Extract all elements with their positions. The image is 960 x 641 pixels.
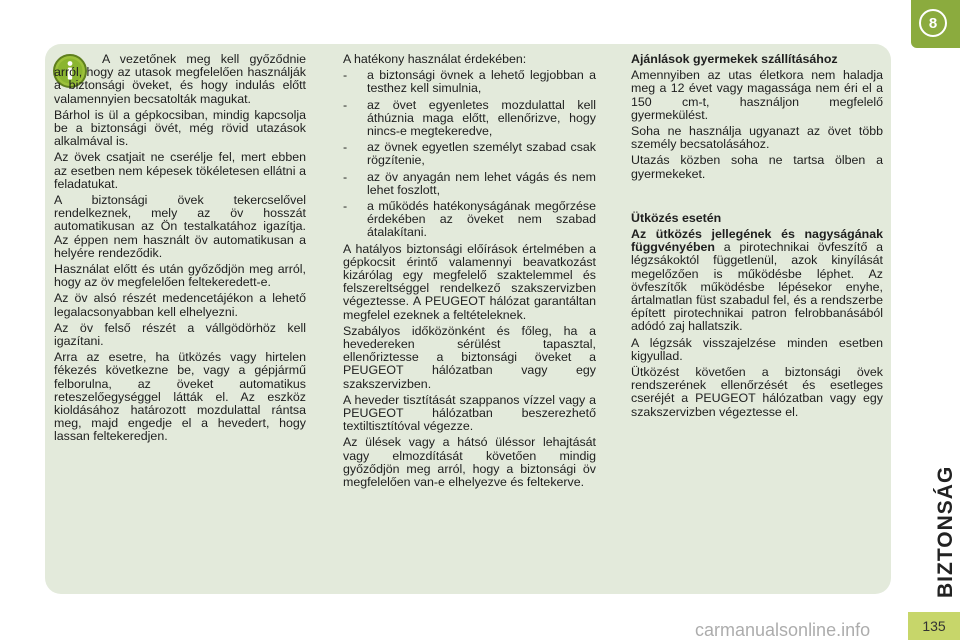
paragraph: Az öv felső részét a vállgödörhöz kell igazítani.: [54, 320, 306, 349]
column-2: [343, 53, 596, 492]
chapter-number-badge: 8: [919, 9, 947, 37]
paragraph: Szabályos időközönként és főleg, ha a hevedereken sérülést tapasztal, ellenőriztesse a biztonsági öveket a PEUGEOT hálózatban vagy egy szakszervizben.: [343, 323, 596, 391]
dash-icon: -: [343, 169, 348, 184]
column-3: [631, 53, 883, 422]
section-heading: Ütközés esetén: [631, 210, 722, 225]
bullet-text: a működés hatékonyságának megőrzése érdekében az öveket nem szabad átalakítani.: [367, 199, 596, 240]
dash-icon: -: [343, 199, 348, 214]
paragraph: Arra az esetre, ha ütközés vagy hirtelen fékezés következne be, vagy a gépjármű felborulna, az öveket automatikus reteszelőegységgel látták el. Az eszköz kioldásához határozott mozdulattal rántsa meg, majd engedje el a hevedert, hogy lassan feltekeredjen.: [54, 350, 306, 444]
paragraph: Utazás közben soha ne tartsa ölben a gyermekeket.: [631, 153, 883, 181]
column-1: [54, 53, 306, 447]
bullet-item: [343, 69, 596, 95]
paragraph: A hatályos biztonsági előírások értelmében a gépkocsit érintő valamennyi beavatkozást kizárólag egy megfelelő szaktelemmel és felszereltséggel rendelkező szakszervizben végeztesse. A PEUGEOT hálózat garantáltan megfelel ezeknek a feltételeknek.: [343, 241, 596, 322]
bullet-text: az övet egyenletes mozdulattal kell áthúznia maga előtt, ellenőrizve, hogy nincs-e megtekeredve,: [367, 97, 596, 139]
paragraph: Használat előtt és után győződjön meg arról, hogy az öv megfelelően feltekeredett-e.: [54, 262, 306, 290]
section-heading: Ajánlások gyermekek szállításához: [631, 52, 838, 66]
bullet-text: a biztonsági övnek a lehető legjobban a testhez kell simulnia,: [367, 68, 596, 96]
bullet-item: [343, 141, 596, 167]
bold-lead: Az ütközés jellegének és nagyságának függvényében: [631, 227, 883, 255]
spacer: [631, 184, 883, 212]
dash-icon: -: [343, 97, 348, 112]
watermark-text: carmanualsonline.info: [695, 620, 871, 640]
bullet-item: [343, 200, 596, 240]
bullet-text: az öv anyagán nem lehet vágás és nem lehet foszlott,: [367, 169, 596, 197]
paragraph: A biztonsági övek tekercselővel rendelkeznek, mely az öv hosszát automatikusan az Ön testalkatához igazítja. Az éppen nem használt öv automatikusan a helyére rendeződik.: [54, 193, 306, 260]
bullet-item: [343, 171, 596, 197]
paragraph: Az ülések vagy a hátsó üléssor lehajtását vagy elmozdítását követően mindig győződjön meg arról, hogy a biztonsági öv megfelelően van-e elhelyezve és feltekerve.: [343, 435, 596, 490]
paragraph: Az öv alsó részét medencetájékon a lehető legalacsonyabban kell elhelyezni.: [54, 291, 306, 319]
paragraph: A légzsák visszajelzése minden esetben kigyullad.: [631, 335, 883, 363]
chapter-title: BIZTONSÁG: [934, 465, 957, 598]
dash-icon: -: [343, 140, 348, 155]
bullet-item: [343, 99, 596, 139]
intro-paragraph: A vezetőnek meg kell győződnie arról, hogy az utasok megfelelően használják a biztonsági öveket, és hogy indulás előtt valamennyien becsatolták magukat.: [54, 52, 306, 106]
paragraph: Amennyiben az utas életkora nem haladja meg a 12 évet vagy magassága nem éri el a 150 cm-t, használjon megfelelő gyermekülést.: [631, 68, 883, 122]
paragraph: Soha ne használja ugyanazt az övet több személy becsatolásához.: [631, 124, 883, 152]
page-number: 135: [908, 612, 960, 640]
paragraph: Bárhol is ül a gépkocsiban, mindig kapcsolja be a biztonsági övét, még rövid utazások alkalmával is.: [54, 107, 306, 149]
bullet-text: az övnek egyetlen személyt szabad csak rögzítenie,: [367, 140, 596, 168]
dash-icon: -: [343, 68, 348, 83]
paragraph: Ütközést követően a biztonsági övek rendszerének ellenőrzését és esetleges cseréjét a PEUGEOT hálózatban vagy egy szakszervizben végeztesse el.: [631, 365, 883, 419]
paragraph-rest: a pirotechnikai övfeszítő a légzsákoktól függetlenül, azok kinyílását megelőzően is működésbe léphet. Az övfeszítők működésbe lépésekor enyhe, ártalmatlan füst szabadul fel, és a rendszerbe épített pirotechnikai patron felrobbanásából adódó zaj hallatszik.: [631, 240, 883, 334]
paragraph: [631, 228, 883, 334]
paragraph: Az övek csatjait ne cserélje fel, mert ebben az esetben nem képesek tökéletesen ellátni a feladatukat.: [54, 150, 306, 191]
paragraph: A heveder tisztítását szappanos vízzel vagy a PEUGEOT hálózatban beszerezhető textiltisztítóval végezze.: [343, 392, 596, 434]
lead-text: A hatékony használat érdekében:: [343, 52, 527, 66]
